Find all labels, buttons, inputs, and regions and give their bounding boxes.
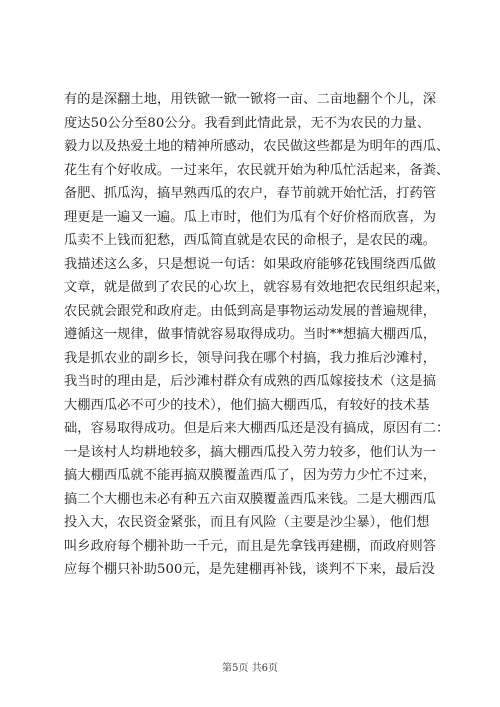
text-line: 础，容易取得成功。但是后来大棚西瓜还是没有搞成，原因有二： bbox=[64, 421, 450, 436]
text-line: 搞二个大棚也未必有种五六亩双膜覆盖西瓜来钱。二是大棚西瓜 bbox=[64, 491, 437, 507]
text-line: 花生有个好收成。一过来年，农民就开始为种瓜忙活起来，备粪、 bbox=[64, 162, 450, 178]
text-line: 备肥、抓瓜沟，搞早熟西瓜的农户，春节前就开始忙活，打药管 bbox=[64, 186, 437, 201]
text-line: 有的是深翻土地，用铁锨一锨一锨将一亩、二亩地翻个个儿，深 bbox=[64, 92, 437, 107]
text-line: 农民就会跟党和政府走。由低到高是事物运动发展的普遍规律， bbox=[64, 303, 437, 319]
text-line: 叫乡政府每个棚补助一千元，而且是先拿钱再建棚，而政府则答 bbox=[64, 538, 437, 554]
text-line: 我当时的理由是，后沙滩村群众有成熟的西瓜嫁接技术（这是搞 bbox=[64, 374, 437, 389]
text-line: 度达50公分至80公分。我看到此情此景，无不为农民的力量、 bbox=[64, 115, 431, 131]
text-line: 我描述这么多，只是想说一句话：如果政府能够花钱围绕西瓜做 bbox=[64, 256, 437, 272]
text-line: 一是该村人均耕地较多，搞大棚西瓜投入劳力较多，他们认为一 bbox=[64, 444, 437, 460]
text-line: 遵循这一规律，做事情就容易取得成功。当时**想搞大棚西瓜， bbox=[64, 327, 437, 342]
text-line: 瓜卖不上钱而犯愁，西瓜简直就是农民的命根子，是农民的魂。 bbox=[64, 233, 437, 248]
text-line: 文章，就是做到了农民的心坎上，就容易有效地把农民组织起来， bbox=[64, 280, 450, 295]
text-line: 搞大棚西瓜就不能再搞双膜覆盖西瓜了，因为劳力少忙不过来， bbox=[64, 468, 437, 483]
text-line: 我是抓农业的副乡长，领导问我在哪个村搞，我力推后沙滩村， bbox=[64, 350, 437, 366]
text-line: 大棚西瓜必不可少的技术），他们搞大棚西瓜，有较好的技术基 bbox=[64, 397, 430, 413]
text-line: 应每个棚只补助500元，是先建棚再补钱，谈判不下来，最后没 bbox=[64, 562, 435, 577]
text-line: 理更是一遍又一遍。瓜上市时，他们为瓜有个好价格而欣喜，为 bbox=[64, 209, 437, 225]
text-line: 毅力以及热爱土地的精神所感动，农民做这些都是为明年的西瓜、 bbox=[64, 139, 450, 154]
page-footer bbox=[0, 659, 500, 674]
text-line: 投入大，农民资金紧张，而且有风险（主要是沙尘暴），他们想 bbox=[64, 515, 430, 530]
body-text bbox=[64, 88, 454, 582]
page-number: 第5页 共6页 bbox=[222, 663, 278, 674]
